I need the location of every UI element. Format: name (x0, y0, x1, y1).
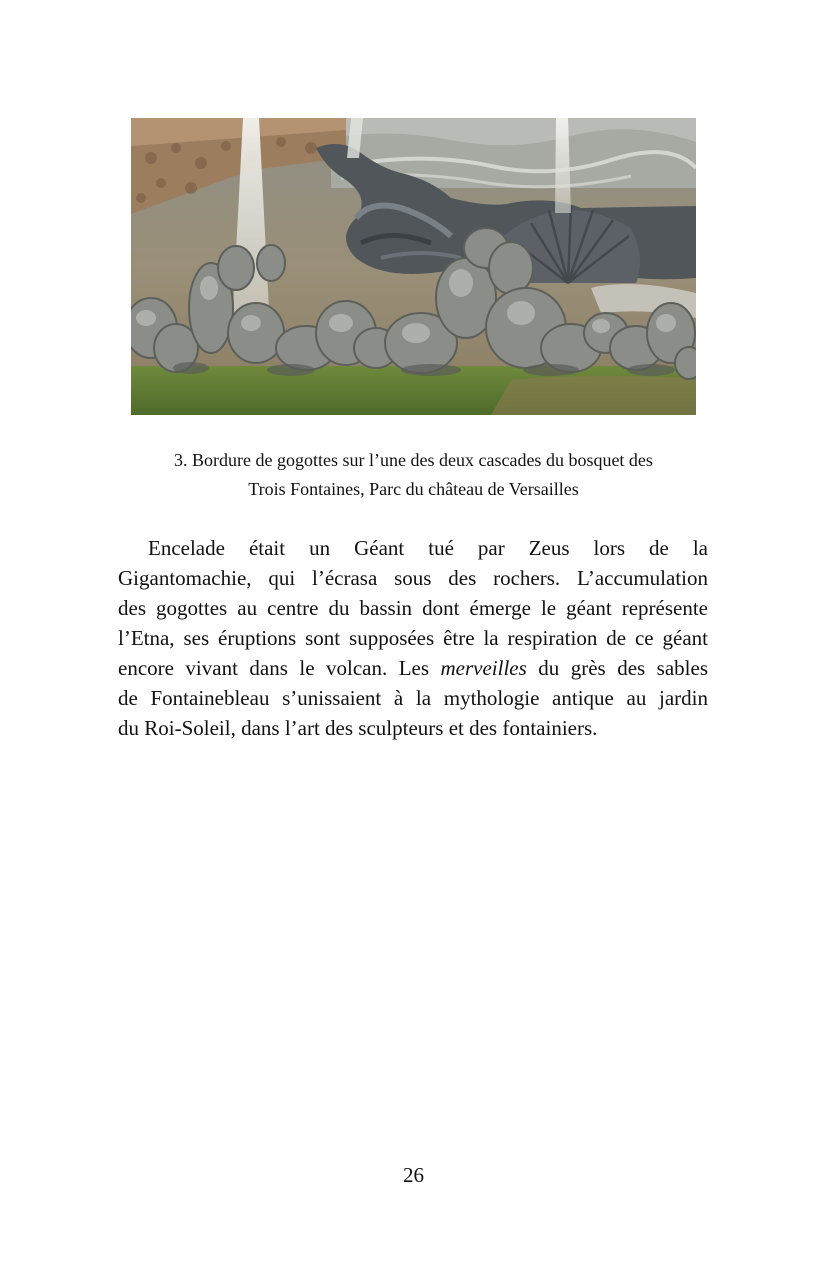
fountain-photo (131, 118, 696, 415)
caption-line-2: Trois Fontaines, Parc du château de Versailles (248, 479, 579, 499)
paragraph-line: de Fontainebleau s’unissaient à la mythologie antique au jardin (118, 686, 708, 710)
caption-line-1: 3. Bordure de gogottes sur l’une des deux cascades du bosquet des (174, 450, 653, 470)
paragraph-line: Gigantomachie, qui l’écrasa sous des rochers. L’accumulation (118, 566, 708, 590)
paragraph-line: l’Etna, ses éruptions sont supposées être la respiration de ce géant (118, 626, 708, 650)
italic-term: merveilles (440, 656, 527, 680)
paragraph-line: du Roi-Soleil, dans l’art des sculpteurs et des fontainiers. (118, 716, 598, 740)
paragraph-line: encore vivant dans le volcan. Les merveilles du grès des sables (118, 656, 708, 680)
paragraph-line: des gogottes au centre du bassin dont émerge le géant représente (118, 596, 708, 620)
body-paragraph (118, 533, 708, 743)
page-number: 26 (403, 1163, 424, 1187)
paragraph-line: Encelade était un Géant tué par Zeus lors de la (148, 536, 708, 560)
figure-caption (118, 446, 709, 504)
